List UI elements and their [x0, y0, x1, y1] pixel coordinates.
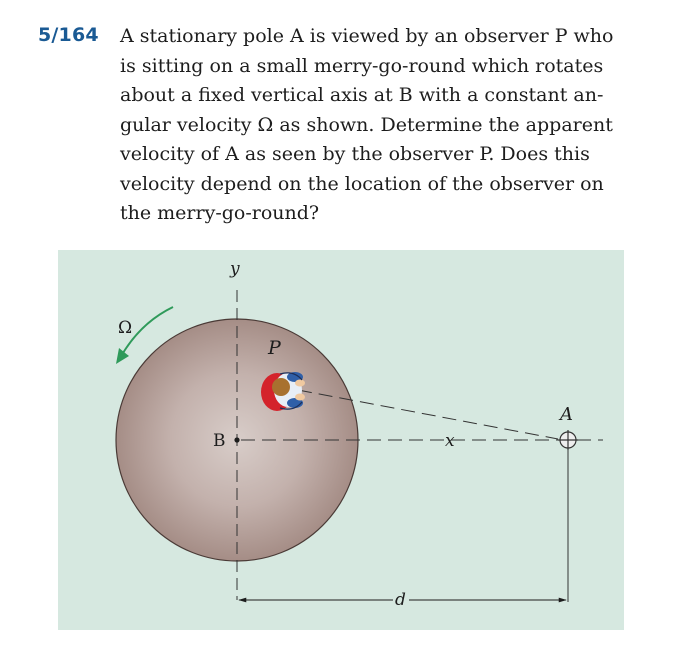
- pole-a: [558, 430, 578, 602]
- observer-label: P: [268, 337, 281, 359]
- problem-line: velocity of A as seen by the observer P. Does this: [120, 143, 590, 165]
- problem-line: about a fixed vertical axis at B with a constant an-: [120, 84, 604, 106]
- problem-line: A stationary pole A is viewed by an observer P who: [120, 25, 614, 47]
- y-axis-label: y: [230, 259, 240, 279]
- pole-label: A: [560, 404, 573, 425]
- axis-point-b: [234, 437, 239, 442]
- problem-line: gular velocity Ω as shown. Determine the apparent: [120, 113, 613, 136]
- observer-p-figure: [261, 372, 305, 411]
- problem-line: velocity depend on the location of the observer on: [120, 172, 604, 195]
- distance-label: d: [395, 590, 406, 610]
- angular-velocity-arrowhead: [116, 348, 129, 364]
- x-axis-label: x: [445, 431, 455, 451]
- axis-point-label: B: [213, 431, 226, 451]
- problem-number: 5/164: [38, 24, 99, 46]
- angular-velocity-label: Ω: [118, 318, 133, 338]
- problem-line: is sitting on a small merry-go-round which rotates: [120, 54, 604, 77]
- figure-panel: [58, 250, 624, 630]
- problem-statement: [120, 22, 648, 229]
- problem-line: the merry-go-round?: [120, 202, 320, 224]
- merry-go-round-diagram: [58, 250, 624, 630]
